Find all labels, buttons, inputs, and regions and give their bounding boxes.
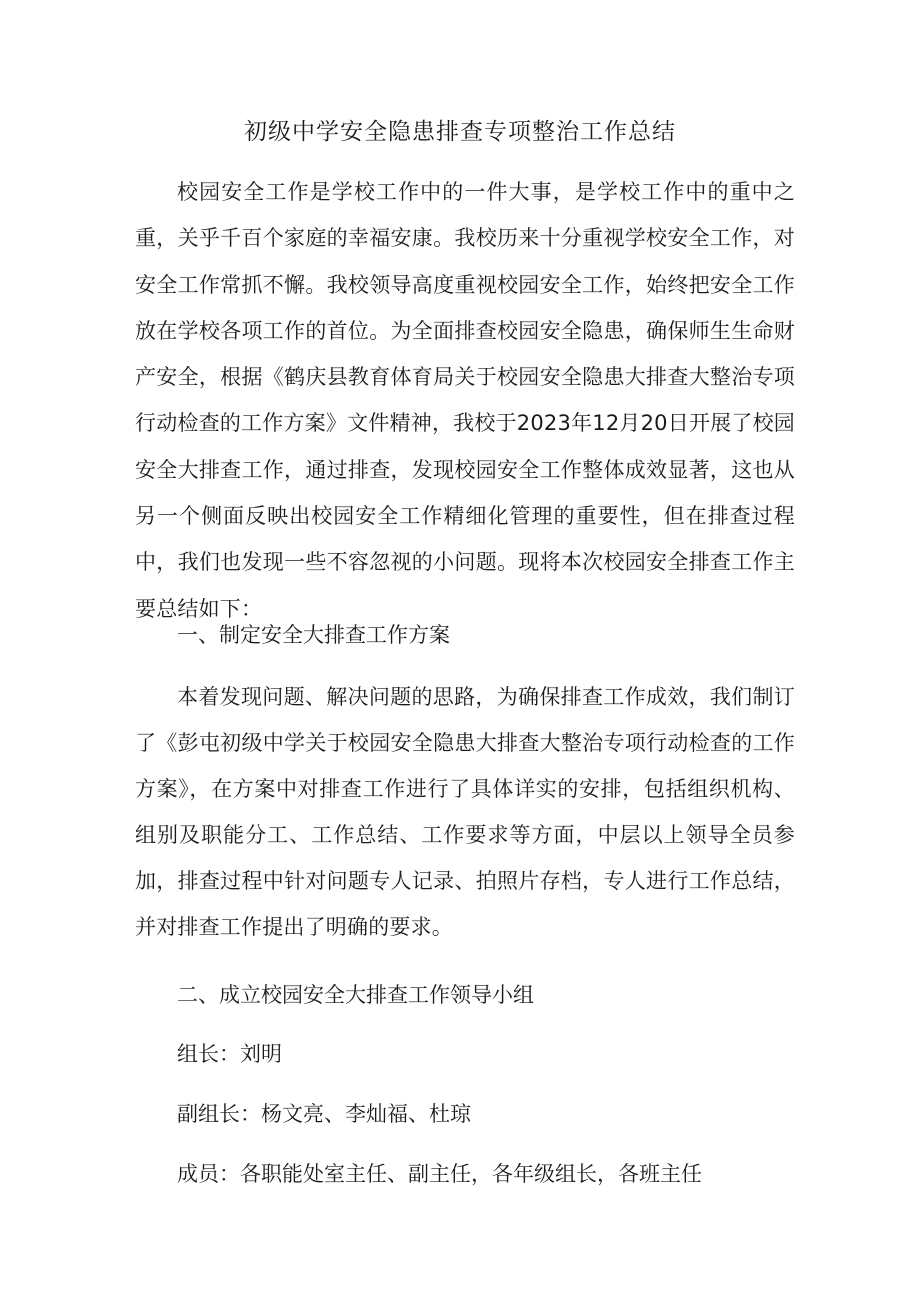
section2-heading: 二、成立校园安全大排查工作领导小组 [177,983,534,1007]
members-line: 成员：各职能处室主任、副主任，各年级组长，各班主任 [177,1162,702,1186]
leader-line: 组长：刘明 [177,1042,282,1066]
intro-paragraph: 校园安全工作是学校工作中的一件大事，是学校工作中的重中之重，关乎千百个家庭的幸福安康。我校历来十分重视学校安全工作，对安全工作常抓不懈。我校领导高度重视校园安全工作，始终把安全工作放在学校各项工作的首位。为全面排查校园安全隐患，确保师生生命财产安全，根据《鹤庆县教育体育局关于校园安全隐患大排查大整治专项行动检查的工作方案》文件精神，我校于2023年12月20日开展了校园安全大排查工作，通过排查，发现校园安全工作整体成效显著，这也从另一个侧面反映出校园安全工作精细化管理的重要性，但在排查过程中，我们也发现一些不容忽视的小问题。现将本次校园安全排查工作主要总结如下： [135,180,795,621]
section1-heading: 一、制定安全大排查工作方案 [177,623,450,647]
deputy-leader-line: 副组长：杨文亮、李灿福、杜琼 [177,1102,471,1126]
section1-paragraph: 本着发现问题、解决问题的思路，为确保排查工作成效，我们制订了《彭屯初级中学关于校园安全隐患大排查大整治专项行动检查的工作方案》，在方案中对排查工作进行了具体详实的安排，包括组织机构、组别及职能分工、工作总结、工作要求等方面，中层以上领导全员参加，排查过程中针对问题专人记录、拍照片存档，专人进行工作总结，并对排查工作提出了明确的要求。 [135,685,795,939]
document-title: 初级中学安全隐患排查专项整治工作总结 [244,119,676,145]
